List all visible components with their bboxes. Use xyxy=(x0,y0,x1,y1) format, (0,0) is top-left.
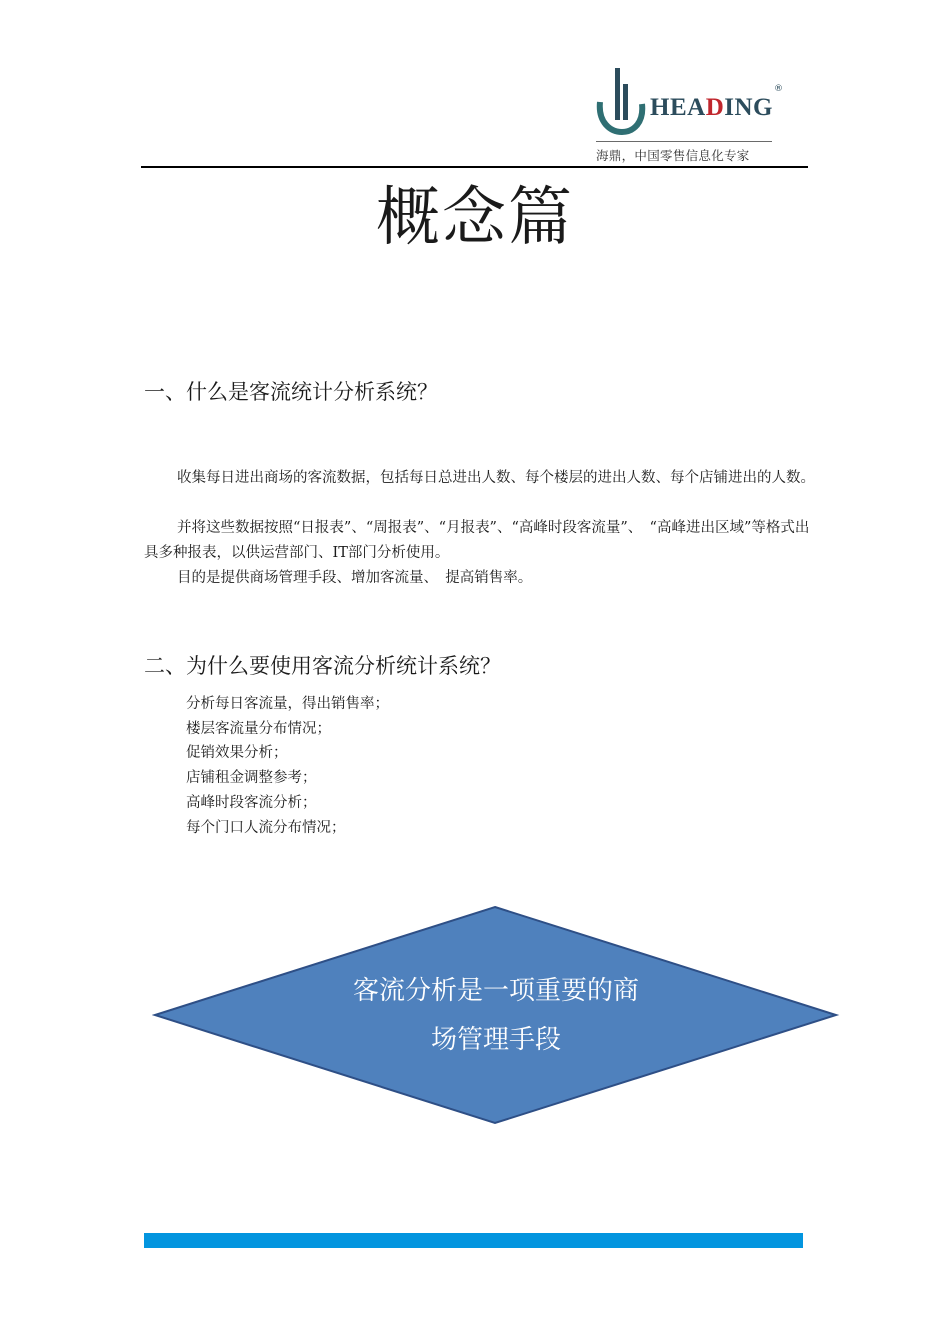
page-title: 概念篇 xyxy=(376,181,574,255)
list-item: 分析每日客流量，得出销售率； xyxy=(186,696,389,712)
section-1-paragraph-2-text: 并将这些数据按照“日报表”、“周报表”、“月报表”、“高峰时段客流量”、 “高峰进出区域”等格式出具多种报表，以供运营部门、IT部门分析使用。 xyxy=(144,520,810,561)
callout-diamond xyxy=(152,905,840,1125)
section-1-heading: 一、什么是客流统计分析系统？ xyxy=(144,380,438,404)
list-item: 促销效果分析； xyxy=(186,745,288,762)
reason-list xyxy=(186,692,389,840)
logo-mark-icon xyxy=(592,66,648,136)
logo-brand-suffix: ING xyxy=(724,94,773,121)
company-logo xyxy=(592,66,792,166)
list-item: 店铺租金调整参考； xyxy=(186,770,317,787)
logo-divider xyxy=(596,141,772,142)
registered-mark: ® xyxy=(774,84,783,94)
header-divider xyxy=(141,166,808,168)
logo-brand xyxy=(650,94,773,122)
logo-brand-accent: D xyxy=(705,94,725,121)
section-1-paragraph-3 xyxy=(144,566,816,591)
list-item: 高峰时段客流分析； xyxy=(186,794,317,811)
logo-tagline: 海鼎，中国零售信息化专家 xyxy=(596,148,750,163)
logo-brand-prefix: HEA xyxy=(650,94,706,121)
callout-line-2: 场管理手段 xyxy=(430,1025,561,1055)
section-1-paragraph-1-text: 收集每日进出商场的客流数据，包括每日总进出人数、每个楼层的进出人数、每个店铺进出的人数。 xyxy=(177,470,815,486)
footer-bar xyxy=(144,1233,803,1248)
section-2-heading: 二、为什么要使用客流分析统计系统？ xyxy=(144,654,501,678)
list-item: 楼层客流量分布情况； xyxy=(186,720,331,737)
section-1-paragraph-1 xyxy=(144,466,816,491)
list-item: 每个门口人流分布情况； xyxy=(186,819,346,836)
callout-line-1: 客流分析是一项重要的商 xyxy=(352,976,639,1006)
section-1-paragraph-2 xyxy=(144,516,816,566)
section-1-paragraph-3-text: 目的是提供商场管理手段、增加客流量、 提高销售率。 xyxy=(177,570,533,586)
